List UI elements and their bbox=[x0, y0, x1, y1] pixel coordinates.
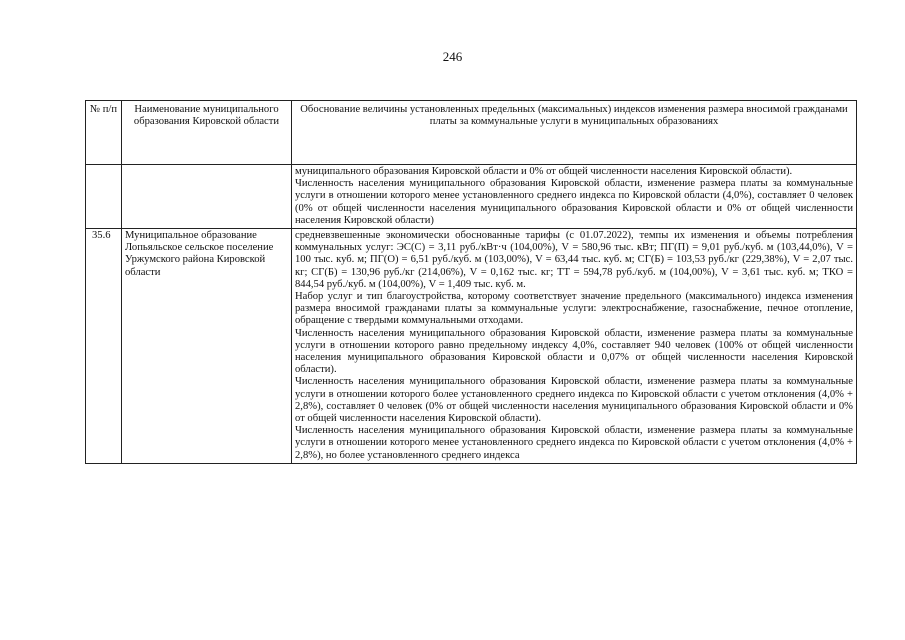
paragraph: Численность населения муниципального образования Кировской области, изменение размера платы за коммунальные услуги в отношении которого менее установленного среднего индекса по Кировской области (4,0%), составляет 0 человек (0% от общей численности населения муниципального образования Кировской области и 0% от общей численности населения Кировской области) bbox=[295, 178, 853, 226]
row-continued-text bbox=[292, 165, 857, 229]
paragraph: Численность населения муниципального образования Кировской области, изменение размера платы за коммунальные услуги в отношении которого менее установленного среднего индекса по Кировской области с учетом отклонения (4,0% + 2,8%), но более установленного среднего индекса bbox=[295, 425, 853, 461]
paragraph: муниципального образования Кировской области и 0% от общей численности населения Кировской области). bbox=[295, 166, 793, 177]
table-header-row bbox=[86, 101, 857, 165]
table-row bbox=[86, 229, 857, 464]
header-col-text: Обоснование величины установленных предельных (максимальных) индексов изменения размера вносимой гражданами платы за коммунальные услуги в муниципальных образованиях bbox=[292, 101, 857, 165]
paragraph: Численность населения муниципального образования Кировской области, изменение размера платы за коммунальные услуги в отношении которого равно предельному индексу 4,0%, составляет 940 человек (100% от общей численности населения муниципального образования Кировской области и 0,07% от общей численности населения Кировской области). bbox=[295, 327, 853, 376]
row-justification-text bbox=[292, 229, 857, 464]
row-municipality-name: Муниципальное образование Лопьяльское сельское поселение Уржумского района Кировской области bbox=[122, 229, 292, 464]
row-continued-name bbox=[122, 165, 292, 229]
paragraph: Набор услуг и тип благоустройства, которому соответствует значение предельного (максимального) индекса изменения размера вносимой гражданами платы за коммунальные услуги: электроснабжение, газоснабжение, печное отопление, обращение с твердыми коммунальными отходами. bbox=[295, 291, 853, 327]
header-col-num: № п/п bbox=[86, 101, 122, 165]
row-num: 35.6 bbox=[86, 229, 122, 464]
paragraph: Численность населения муниципального образования Кировской области, изменение размера платы за коммунальные услуги в отношении которого более установленного среднего индекса по Кировской области с учетом отклонения (4,0% + 2,8%), составляет 0 человек (0% от общей численности населения муниципального образования Кировской области и 0% от общей численности населения Кировской области). bbox=[295, 376, 853, 425]
paragraph: средневзвешенные экономически обоснованные тарифы (с 01.07.2022), темпы их изменения и объемы потребления коммунальных услуг: ЭС(С) = 3,11 руб./кВт·ч (104,00%), V = 580,96 тыс. кВт; ПГ(П) = 9,01 руб./куб. м (103,44,0%), V = 100 тыс. куб. м; ПГ(О) = 6,51 руб./куб. м (103,00%), V = 63,44 тыс. куб. м; СГ(Б) = 103,53 руб./кг (229,38%), V = 2,07 тыс. кг; СГ(Б) = 130,96 руб./кг (214,06%), V = 0,162 тыс. кг; ТТ = 594,78 руб./куб. м (104,00%), V = 3,61 тыс. куб. м; ТКО = 844,54 руб./куб. м (104,00%), V = 1,409 тыс. куб. м. bbox=[295, 230, 853, 290]
header-col-name: Наименование муниципального образования Кировской области bbox=[122, 101, 292, 165]
tariff-table bbox=[85, 100, 857, 464]
page-number: 246 bbox=[442, 49, 463, 64]
row-continued-num bbox=[86, 165, 122, 229]
table-row-continued bbox=[86, 165, 857, 229]
